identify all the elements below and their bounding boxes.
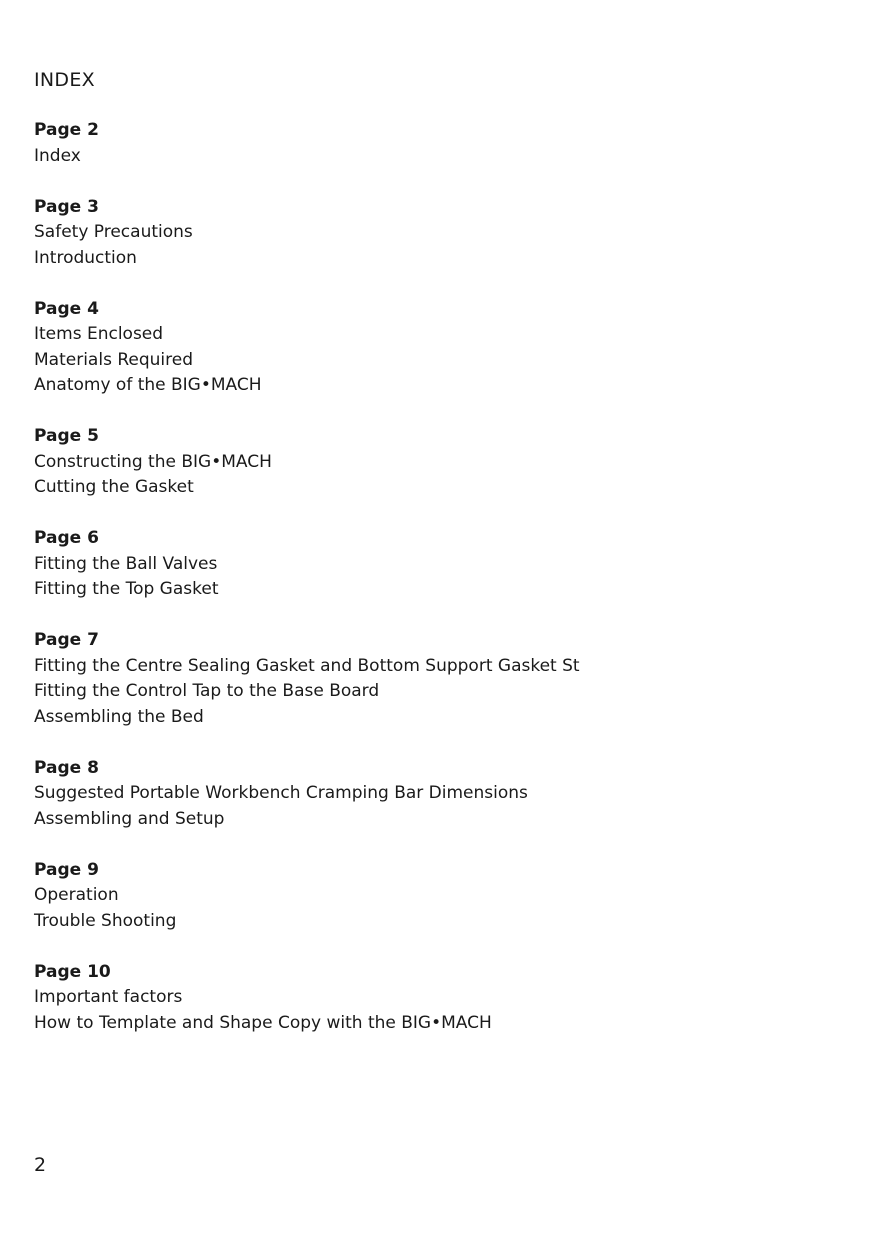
page-heading: Page 2 bbox=[34, 120, 99, 140]
toc-entry: How to Template and Shape Copy with the BIG•MACH bbox=[34, 1012, 492, 1033]
toc-section-page-10 bbox=[34, 960, 834, 1037]
page-heading: Page 3 bbox=[34, 196, 99, 217]
page-heading: Page 9 bbox=[34, 859, 99, 880]
toc-entry: Constructing the BIG•MACH bbox=[34, 451, 272, 472]
toc-entry: Important factors bbox=[34, 987, 183, 1007]
toc-entry: Suggested Portable Workbench Cramping Bar Dimensions bbox=[34, 783, 528, 803]
table-of-contents bbox=[34, 118, 834, 1062]
toc-entry: Fitting the Top Gasket bbox=[34, 579, 219, 599]
toc-section-page-2 bbox=[34, 118, 834, 169]
toc-section-page-9 bbox=[34, 858, 834, 935]
page-number: 2 bbox=[34, 1154, 47, 1176]
toc-section-page-5 bbox=[34, 424, 834, 501]
toc-entry: Index bbox=[34, 145, 81, 166]
toc-entry: Fitting the Centre Sealing Gasket and Bottom Support Gasket St bbox=[34, 655, 580, 676]
toc-entry: Anatomy of the BIG•MACH bbox=[34, 375, 262, 395]
toc-entry: Assembling the Bed bbox=[34, 706, 204, 727]
toc-section-page-8 bbox=[34, 756, 834, 833]
toc-entry: Items Enclosed bbox=[34, 324, 164, 344]
toc-entry: Trouble Shooting bbox=[34, 910, 177, 931]
toc-entry: Assembling and Setup bbox=[34, 808, 225, 829]
toc-section-page-3 bbox=[34, 195, 834, 272]
page-heading: Page 8 bbox=[34, 757, 99, 778]
toc-entry: Materials Required bbox=[34, 349, 193, 370]
page-heading: Page 7 bbox=[34, 630, 99, 650]
toc-section-page-7 bbox=[34, 628, 834, 730]
page-heading: Page 10 bbox=[34, 961, 111, 982]
toc-entry: Fitting the Control Tap to the Base Board bbox=[34, 681, 380, 701]
toc-section-page-4 bbox=[34, 297, 834, 399]
toc-entry: Introduction bbox=[34, 247, 137, 268]
page-heading: Page 6 bbox=[34, 528, 99, 548]
toc-entry: Fitting the Ball Valves bbox=[34, 553, 218, 574]
toc-entry: Operation bbox=[34, 885, 119, 905]
page-heading: Page 5 bbox=[34, 426, 99, 446]
page-heading: Page 4 bbox=[34, 298, 99, 319]
index-title: INDEX bbox=[34, 69, 95, 91]
toc-section-page-6 bbox=[34, 526, 834, 603]
toc-entry: Safety Precautions bbox=[34, 222, 193, 242]
toc-entry: Cutting the Gasket bbox=[34, 477, 194, 497]
